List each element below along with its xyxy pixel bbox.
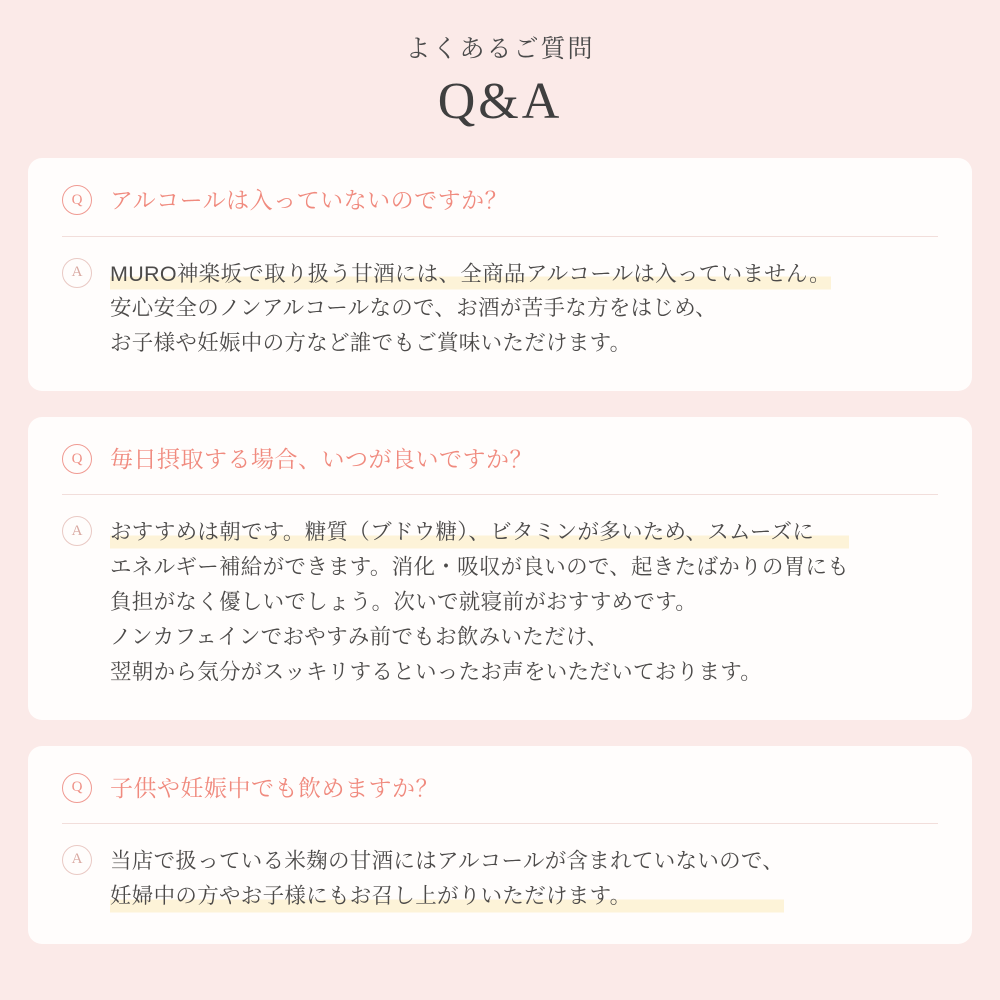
answer-line: 当店で扱っている米麹の甘酒にはアルコールが含まれていないので、 xyxy=(110,848,785,873)
question-text: 子供や妊娠中でも飲めますか？ xyxy=(110,774,439,801)
page-title: Q&A xyxy=(437,73,563,130)
answer-line: 翌朝から気分がスッキリするといったお声をいただいております。 xyxy=(110,659,763,684)
question-text: 毎日摂取する場合、いつが良いですか？ xyxy=(110,446,533,473)
answer-badge-icon: A xyxy=(62,258,92,288)
faq-item xyxy=(28,417,972,719)
answer-line: ノンカフェインでおやすみ前でもお飲みいただけ、 xyxy=(110,624,609,649)
answer-line: 負担がなく優しいでしょう。次いで就寝前がおすすめです。 xyxy=(110,590,698,615)
question-badge-icon: Q xyxy=(62,185,92,215)
question-badge-icon: Q xyxy=(62,444,92,474)
answer-line: MURO神楽坂で取り扱う甘酒には、全商品アルコールは入っていません。 xyxy=(110,257,831,292)
faq-list xyxy=(28,158,972,943)
question-text: アルコールは入っていないのですか？ xyxy=(110,187,509,214)
answer-badge-icon: A xyxy=(62,845,92,875)
faq-item xyxy=(28,158,972,391)
answer-badge-icon: A xyxy=(62,516,92,546)
question-row xyxy=(62,772,938,824)
question-row xyxy=(62,184,938,236)
answer-line: 安心安全のノンアルコールなので、お酒が苦手な方をはじめ、 xyxy=(110,296,717,321)
answer-text xyxy=(110,515,849,689)
answer-text xyxy=(110,257,831,361)
question-badge-icon: Q xyxy=(62,773,92,803)
answer-text xyxy=(110,844,784,914)
page-header xyxy=(28,0,972,130)
answer-row xyxy=(62,824,938,914)
page-subtitle: よくあるご質問 xyxy=(405,36,595,63)
answer-line: 妊婦中の方やお子様にもお召し上がりいただけます。 xyxy=(110,879,784,914)
answer-line: お子様や妊娠中の方など誰でもご賞味いただけます。 xyxy=(110,331,632,356)
faq-item xyxy=(28,746,972,944)
answer-row xyxy=(62,237,938,361)
question-row xyxy=(62,443,938,495)
answer-line: おすすめは朝です。糖質（ブドウ糖）、ビタミンが多いため、スムーズに xyxy=(110,515,849,550)
answer-line: エネルギー補給ができます。消化・吸収が良いので、起きたばかりの胃にも xyxy=(110,555,850,580)
answer-row xyxy=(62,495,938,689)
